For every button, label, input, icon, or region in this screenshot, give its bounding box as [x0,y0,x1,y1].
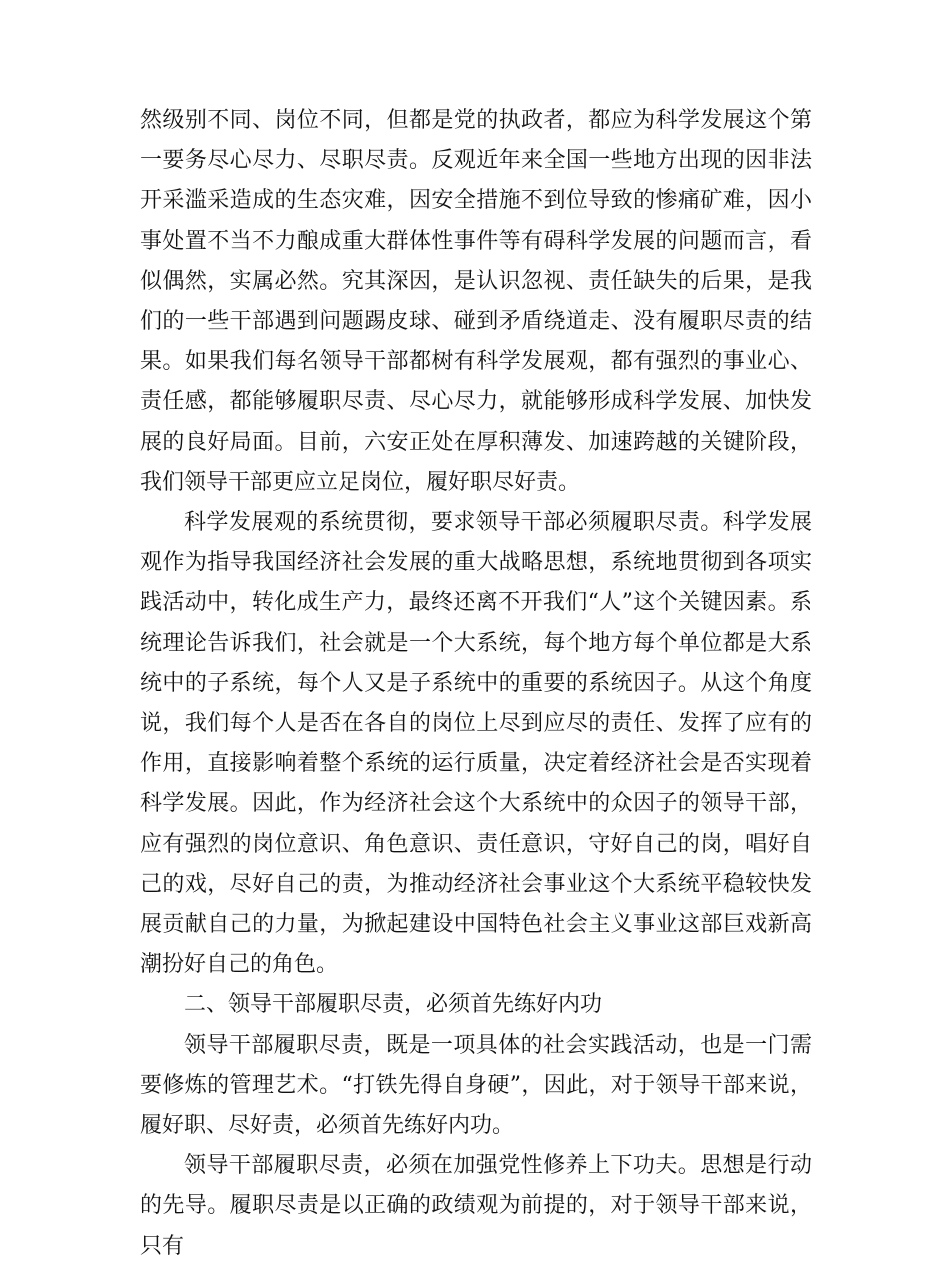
paragraph-1: 然级别不同、岗位不同，但都是党的执政者，都应为科学发展这个第一要务尽心尽力、尽职尽责。反观近年来全国一些地方出现的因非法开采滥采造成的生态灾难，因安全措施不到位导致的惨痛矿难，因小事处置不当不力酿成重大群体性事件等有碍科学发展的问题而言，看似偶然，实属必然。究其深因，是认识忽视、责任缺失的后果，是我们的一些干部遇到问题踢皮球、碰到矛盾绕道走、没有履职尽责的结果。如果我们每名领导干部都树有科学发展观，都有强烈的事业心、责任感，都能够履职尽责、尽心尽力，就能够形成科学发展、加快发展的良好局面。目前，六安正处在厚积薄发、加速跨越的关键阶段，我们领导干部更应立足岗位，履好职尽好责。 [140,108,812,495]
paragraph-2: 科学发展观的系统贯彻，要求领导干部必须履职尽责。科学发展观作为指导我国经济社会发展的重大战略思想，系统地贯彻到各项实践活动中，转化成生产力，最终还离不开我们“人”这个关键因素。系统理论告诉我们，社会就是一个大系统，每个地方每个单位都是大系统中的子系统，每个人又是子系统中的重要的系统因子。从这个角度说，我们每个人是否在各自的岗位上尽到应尽的责任、发挥了应有的作用，直接影响着整个系统的运行质量，决定着经济社会是否实现着科学发展。因此，作为经济社会这个大系统中的众因子的领导干部，应有强烈的岗位意识、角色意识、责任意识，守好自己的岗，唱好自己的戏，尽好自己的责，为推动经济社会事业这个大系统平稳较快发展贡献自己的力量，为掀起建设中国特色社会主义事业这部巨戏新高潮扮好自己的角色。 [140,510,812,978]
document-body [140,101,812,1267]
paragraph-4: 领导干部履职尽责，必须在加强党性修养上下功夫。思想是行动的先导。履职尽责是以正确的政绩观为前提的，对于领导干部来说，只有 [140,1153,812,1259]
paragraph-3: 领导干部履职尽责，既是一项具体的社会实践活动，也是一门需要修炼的管理艺术。“打铁先得自身硬”，因此，对于领导干部来说，履好职、尽好责，必须首先练好内功。 [140,1032,812,1139]
section-heading: 二、领导干部履职尽责，必须首先练好内功 [184,992,603,1018]
